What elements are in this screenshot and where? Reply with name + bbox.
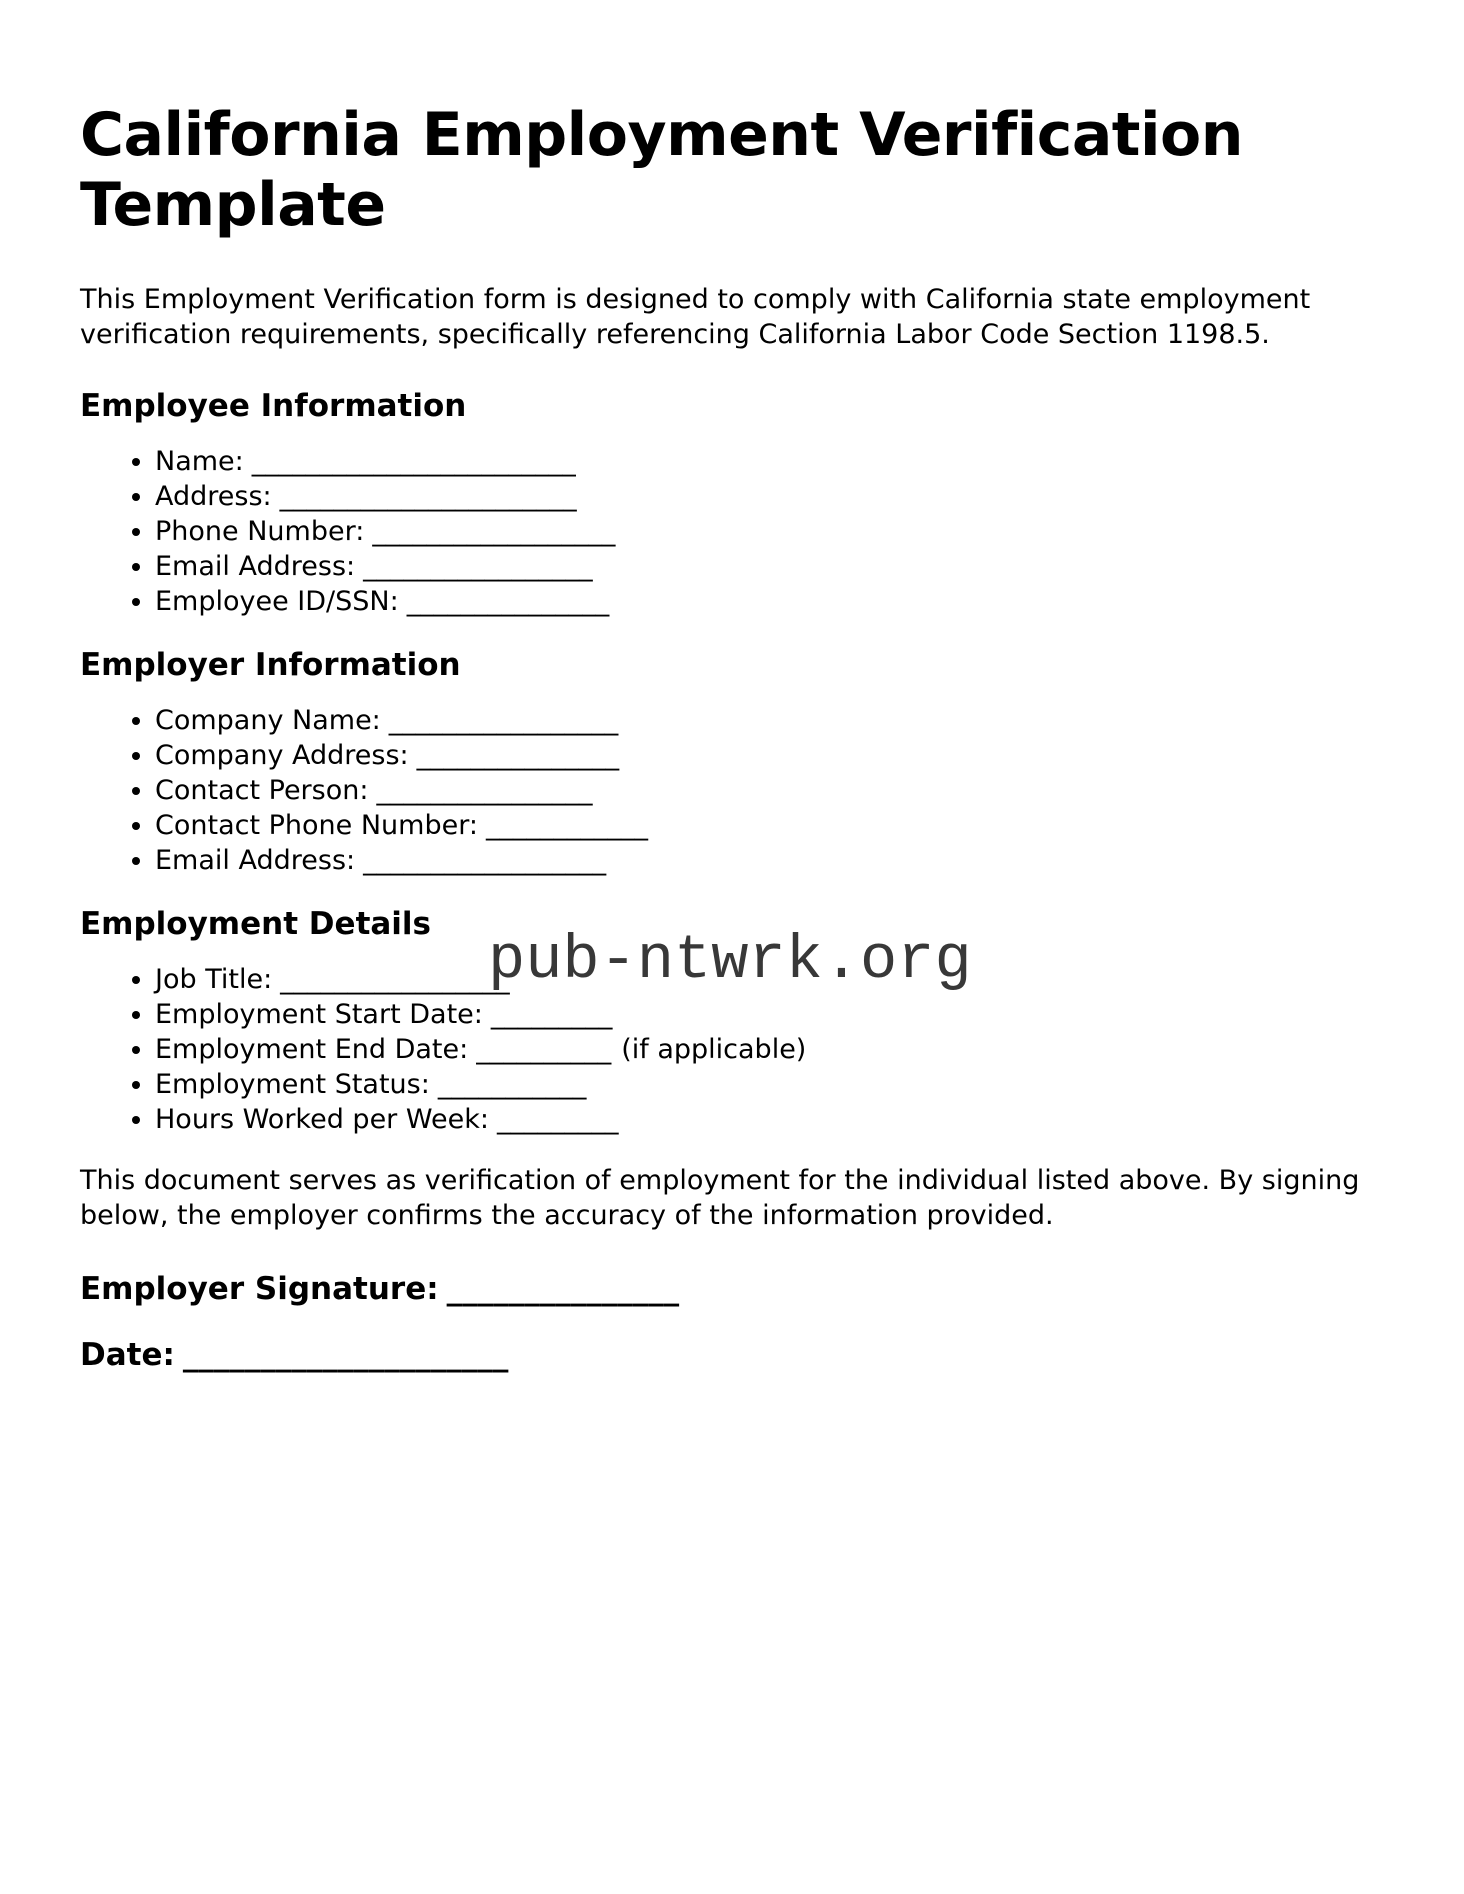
list-item (155, 1102, 1384, 1137)
field-label: Contact Person: (155, 775, 369, 806)
closing-paragraph: This document serves as verification of employment for the individual listed above. By signing below, the employer confirms the accuracy of the information provided. (80, 1165, 1360, 1231)
field-suffix: (if applicable) (621, 1034, 807, 1065)
field-label: Employment Start Date: (155, 999, 483, 1030)
list-item (155, 997, 1384, 1032)
field-blank: _________________ (363, 551, 593, 582)
field-blank: ___________ (437, 1069, 587, 1100)
list-item (155, 1032, 1384, 1067)
list-item (155, 962, 1384, 997)
field-label: Job Title: (155, 964, 273, 995)
section-heading-employee-information: Employee Information (80, 388, 467, 424)
employer-signature-line (80, 1269, 1384, 1309)
date-blank: _____________________ (182, 1337, 509, 1373)
field-label: Employment Status: (155, 1069, 430, 1100)
page-title: California Employment Verification Template (80, 100, 1243, 240)
list-item (155, 444, 1384, 479)
employment-details-list (80, 962, 1384, 1137)
field-label: Contact Phone Number: (155, 810, 478, 841)
field-blank: _________ (496, 1104, 619, 1135)
field-blank: ________________________ (251, 446, 576, 477)
field-label: Email Address: (155, 845, 356, 876)
field-blank: ______________________ (279, 481, 577, 512)
watermark: pub-ntwrk.org (488, 925, 972, 996)
employee-information-list (80, 444, 1384, 619)
list-item (155, 808, 1384, 843)
field-label: Employee ID/SSN: (155, 586, 399, 617)
signature-label: Employer Signature: (80, 1271, 439, 1307)
section-heading-employment-details: Employment Details (80, 906, 432, 942)
field-blank: ____________ (485, 810, 648, 841)
field-blank: _________ (490, 999, 613, 1030)
field-label: Employment End Date: (155, 1034, 469, 1065)
field-blank: _________________ (388, 705, 619, 736)
date-label: Date: (80, 1337, 175, 1373)
list-item (155, 738, 1384, 773)
field-label: Hours Worked per Week: (155, 1104, 489, 1135)
signature-blank: _______________ (446, 1271, 680, 1307)
field-blank: _________________ (280, 964, 510, 995)
field-blank: _______________ (416, 740, 620, 771)
field-blank: __________________ (363, 845, 607, 876)
date-line (80, 1335, 1384, 1375)
list-item (155, 584, 1384, 619)
list-item (155, 1067, 1384, 1102)
list-item (155, 514, 1384, 549)
list-item (155, 843, 1384, 878)
field-label: Email Address: (155, 551, 356, 582)
field-blank: ________________ (376, 775, 593, 806)
list-item (155, 773, 1384, 808)
list-item (155, 549, 1384, 584)
field-label: Phone Number: (155, 516, 365, 547)
field-blank: __________________ (372, 516, 616, 547)
intro-paragraph: This Employment Verification form is designed to comply with California state employment verification requirements, specifically referencing California Labor Code Section 1198.5. (80, 284, 1311, 350)
field-blank: _______________ (406, 586, 610, 617)
section-heading-employer-information: Employer Information (80, 647, 461, 683)
field-label: Company Address: (155, 740, 409, 771)
field-label: Name: (155, 446, 244, 477)
field-label: Address: (155, 481, 272, 512)
list-item (155, 479, 1384, 514)
field-label: Company Name: (155, 705, 381, 736)
employer-information-list (80, 703, 1384, 878)
list-item (155, 703, 1384, 738)
field-blank: __________ (476, 1034, 612, 1065)
